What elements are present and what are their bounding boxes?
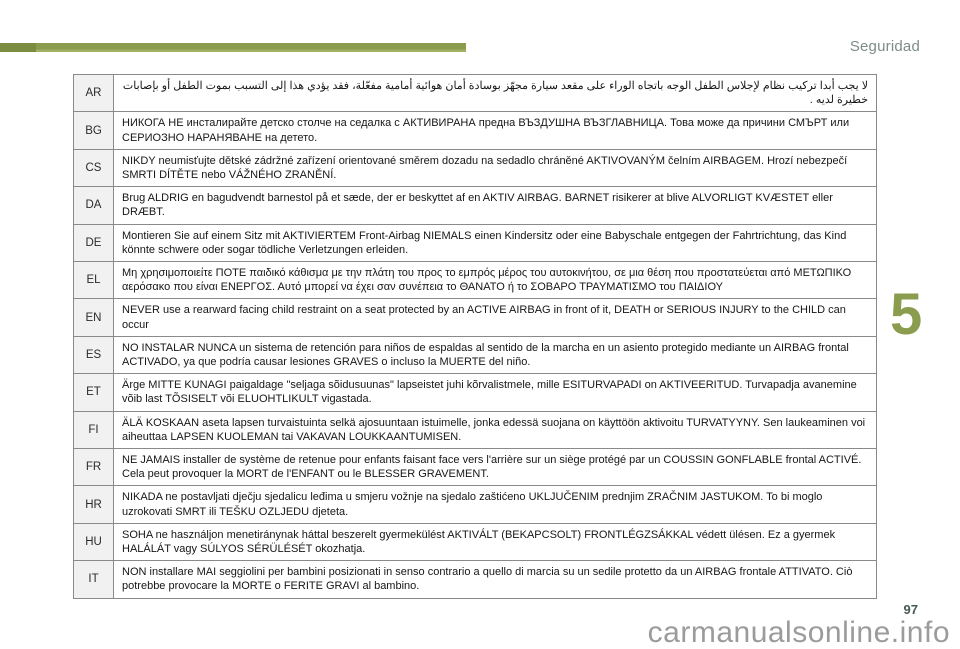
table-row	[74, 336, 877, 373]
warning-text-cell: Brug ALDRIG en bagudvendt barnestol på et sæde, der er beskyttet af en AKTIV AIRBAG. BARNET risikerer at blive ALVORLIGT KVÆSTET eller DRÆBT.	[114, 187, 877, 224]
warning-text-cell: NIKDY neumisťujte dětské zádržné zařízení orientované směrem dozadu na sedadlo chráněné AKTIVOVANÝM čelním AIRBAGEM. Hrozí nebezpečí SMRTI DÍTĚTE nebo VÁŽNÉHO ZRANĚNÍ.	[114, 149, 877, 186]
language-code-cell: HR	[74, 486, 114, 523]
language-code-cell: EN	[74, 299, 114, 336]
table-row	[74, 187, 877, 224]
table-row	[74, 112, 877, 149]
language-code-cell: DA	[74, 187, 114, 224]
section-title: Seguridad	[849, 38, 920, 55]
table-row	[74, 449, 877, 486]
table-row	[74, 149, 877, 186]
language-code-cell: IT	[74, 561, 114, 598]
chapter-number: 5	[890, 282, 923, 347]
language-code-cell: DE	[74, 224, 114, 261]
table-row	[74, 561, 877, 598]
language-code-cell: AR	[74, 75, 114, 112]
language-code-cell: FR	[74, 449, 114, 486]
table-row	[74, 374, 877, 411]
warning-text-cell: НИКОГА НЕ инсталирайте детско столче на седалка с АКТИВИРАНА предна ВЪЗДУШНА ВЪЗГЛАВНИЦА. Това може да причини СМЪРТ или СЕРИОЗНО НАРАНЯВАНЕ на детето.	[114, 112, 877, 149]
table-row	[74, 411, 877, 448]
watermark: carmanualsonline.info	[647, 616, 950, 649]
page-number: 97	[903, 602, 918, 617]
warning-text-cell: Montieren Sie auf einem Sitz mit AKTIVIERTEM Front-Airbag NIEMALS einen Kindersitz oder eine Babyschale entgegen der Fahrtrichtung, das Kind könnte schwere oder sogar tödliche Verletzungen erleiden.	[114, 224, 877, 261]
airbag-warning-table	[73, 74, 877, 599]
language-code-cell: CS	[74, 149, 114, 186]
table-row	[74, 299, 877, 336]
warning-text-cell: Ärge MITTE KUNAGI paigaldage "seljaga sõidusuunas" lapseistet juhi kõrvalistmele, mille ESITURVAPADI on AKTIVEERITUD. Turvapadja avanemine võib last TÕSISELT või ELUOHTLIKULT vigastada.	[114, 374, 877, 411]
warning-text-cell: لا يجب أبدا تركيب نظام لإجلاس الطفل الوجه باتجاه الوراء على مقعد سيارة مجهّز بوسادة أمان هوائية أمامية مفعّلة، فقد يؤدي هذا إلى التسبب بموت الطفل أو بإصابات خطيرة لديه .	[114, 75, 877, 112]
table-row	[74, 75, 877, 112]
warning-text-cell: NEVER use a rearward facing child restraint on a seat protected by an ACTIVE AIRBAG in front of it, DEATH or SERIOUS INJURY to the CHILD can occur	[114, 299, 877, 336]
language-code-cell: ES	[74, 336, 114, 373]
warning-text-cell: ÄLÄ KOSKAAN aseta lapsen turvaistuinta selkä ajosuuntaan istuimelle, jonka edessä suojana on käyttöön aktivoitu TURVATYYNY. Sen laukeaminen voi aiheuttaa LAPSEN KUOLEMAN tai VAKAVAN LOUKKAANTUMISEN.	[114, 411, 877, 448]
language-code-cell: FI	[74, 411, 114, 448]
warning-text-cell: Μη χρησιμοποιείτε ΠΟΤΕ παιδικό κάθισμα με την πλάτη του προς το εμπρός μέρος του αυτοκινήτου, σε μια θέση που προστατεύεται από ΜΕΤΩΠΙΚΟ αερόσακο που είναι ΕΝΕΡΓΟΣ. Αυτό μπορεί να έχει σαν συνέπεια το ΘΑΝΑΤΟ ή το ΣΟΒΑΡΟ ΤΡΑΥΜΑΤΙΣΜΟ του ΠΑΙΔΙΟΥ	[114, 262, 877, 299]
warning-text-cell: NE JAMAIS installer de système de retenue pour enfants faisant face vers l'arrière sur un siège protégé par un COUSSIN GONFLABLE frontal ACTIVÉ. Cela peut provoquer la MORT de l'ENFANT ou le BLESSER GRAVEMENT.	[114, 449, 877, 486]
table-row	[74, 523, 877, 560]
warning-text-cell: NON installare MAI seggiolini per bambini posizionati in senso contrario a quello di marcia su un sedile protetto da un AIRBAG frontale ATTIVATO. Ciò potrebbe provocare la MORTE o FERITE GRAVI al bambino.	[114, 561, 877, 598]
warning-table-body	[74, 75, 877, 599]
header-accent-bar	[0, 43, 466, 52]
warning-text-cell: NO INSTALAR NUNCA un sistema de retención para niños de espaldas al sentido de la marcha en un asiento protegido mediante un AIRBAG frontal ACTIVADO, ya que podría causar lesiones GRAVES o incluso la MUERTE del niño.	[114, 336, 877, 373]
language-code-cell: ET	[74, 374, 114, 411]
table-row	[74, 262, 877, 299]
language-code-cell: BG	[74, 112, 114, 149]
table-row	[74, 224, 877, 261]
warning-text-cell: NIKADA ne postavljati dječju sjedalicu leđima u smjeru vožnje na sjedalo zaštićeno UKLJUČENIM prednjim ZRAČNIM JASTUKOM. To bi moglo uzrokovati SMRT ili TEŠKU OZLJEDU djeteta.	[114, 486, 877, 523]
language-code-cell: EL	[74, 262, 114, 299]
header-accent-bar-left-cap	[0, 43, 36, 52]
table-row	[74, 486, 877, 523]
warning-text-cell: SOHA ne használjon menetiránynak háttal beszerelt gyermekülést AKTIVÁLT (BEKAPCSOLT) FRONTLÉGZSÁKKAL védett ülésen. Ez a gyermek HALÁLÁT vagy SÚLYOS SÉRÜLÉSÉT okozhatja.	[114, 523, 877, 560]
language-code-cell: HU	[74, 523, 114, 560]
